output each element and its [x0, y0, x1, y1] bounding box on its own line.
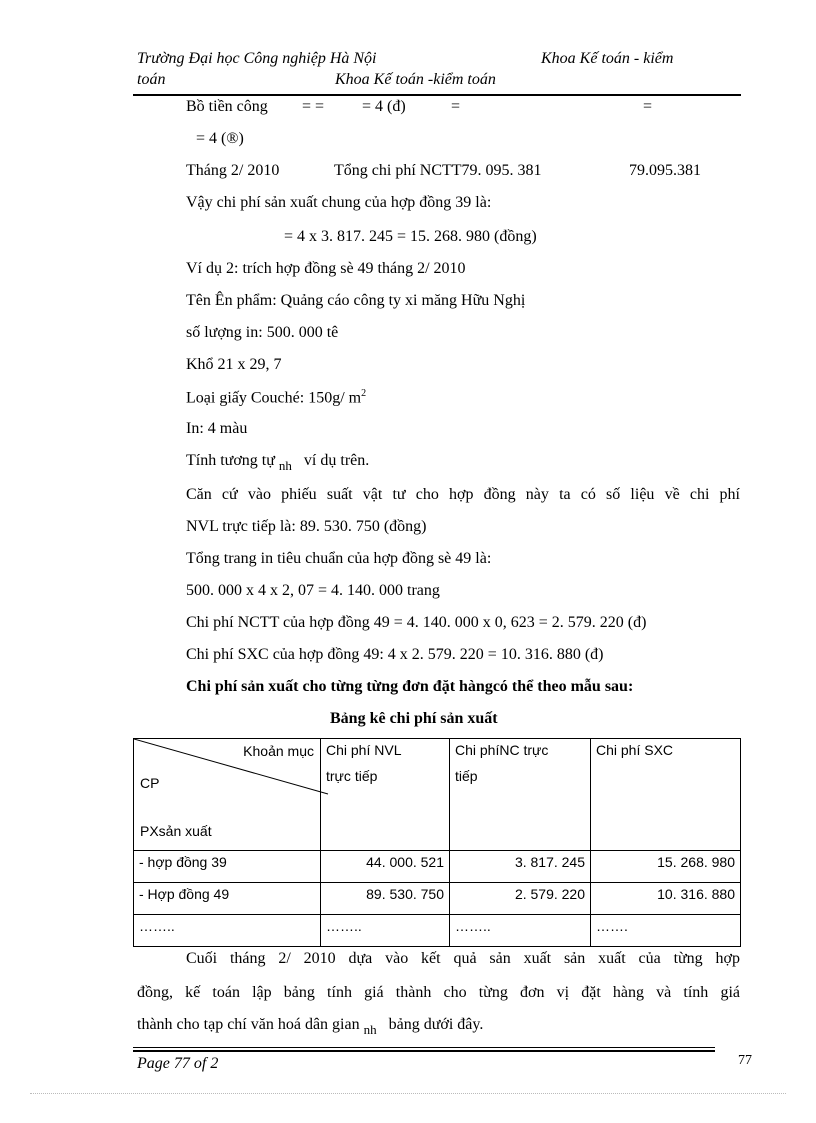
line-tong-trang: Tổng trang in tiêu chuẩn của hợp đồng sè 49 là: [186, 550, 492, 567]
row-nc: 2. 579. 220 [450, 883, 591, 915]
header-school: Trường Đại học Công nghiệp Hà Nội [137, 50, 377, 67]
footer-rule-bottom [133, 1050, 715, 1052]
header-sxc-label: Chi phí SXC [596, 742, 674, 758]
header-faculty: Khoa Kế toán - kiểm [541, 50, 674, 67]
header-chi-phi-nvl [321, 739, 450, 851]
closing-line-3-nh: nh [363, 1022, 377, 1037]
line-tinh-tail: ví dụ trên. [303, 452, 370, 469]
header-chi-phi-sxc [591, 739, 741, 851]
footer-page-number: 77 [738, 1053, 752, 1068]
row-nc: 3. 817. 245 [450, 851, 591, 883]
table-corner-cell [134, 739, 321, 851]
line-so-luong: số lượng in: 500. 000 tê [186, 324, 339, 341]
line-bo-tien-cong: Bồ tiền công [186, 98, 268, 115]
closing-line-3-text: thành cho tạp chí văn hoá dân gian [137, 1016, 360, 1033]
closing-line-1: Cuối tháng 2/ 2010 dựa vào kết quả sản xuất sản xuất của từng hợp [186, 950, 740, 967]
line-tinh-tuong-tu [186, 452, 370, 473]
corner-khoan-muc: Khoản mục [243, 743, 314, 759]
header-nvl-line2: trực tiếp [326, 768, 378, 784]
line-formula-39: = 4 x 3. 817. 245 = 15. 268. 980 (đồng) [284, 228, 537, 245]
row-sxc: 15. 268. 980 [591, 851, 741, 883]
table-row [134, 883, 741, 915]
cost-table [133, 738, 741, 947]
line-tong-chi-phi: Tổng chi phí NCTT79. 095. 381 [334, 162, 542, 179]
line-vay-chi-phi: Vậy chi phí sản xuất chung của hợp đồng 39 là: [186, 194, 492, 211]
line-tong-value: 79.095.381 [629, 162, 701, 179]
closing-line-3 [137, 1016, 484, 1037]
line-trang-formula: 500. 000 x 4 x 2, 07 = 4. 140. 000 trang [186, 582, 440, 599]
line-vi-du-2: Ví dụ 2: trích hợp đồng sè 49 tháng 2/ 2010 [186, 260, 466, 277]
line-tinh-nh: nh [278, 458, 292, 473]
row-nvl: 89. 530. 750 [321, 883, 450, 915]
line-loai-giay-sup: 2 [361, 388, 367, 399]
row-sxc: 10. 316. 880 [591, 883, 741, 915]
row-label: - hợp đồng 39 [134, 851, 321, 883]
line-nvl-truc-tiep: NVL trực tiếp là: 89. 530. 750 (đồng) [186, 518, 427, 535]
closing-line-2: đồng, kế toán lập bảng tính giá thành cho từng đơn vị đặt hàng và tính giá [137, 984, 740, 1001]
header-nc-line2: tiếp [455, 768, 478, 784]
line-loai-giay-text: Loại giấy Couché: 150g/ m [186, 389, 362, 407]
line-equals-1: = = [302, 98, 325, 115]
footer-rule-top [133, 1047, 715, 1048]
line-kho: Khổ 21 x 29, 7 [186, 356, 282, 373]
table-title: Bảng kê chi phí sản xuất [330, 710, 498, 727]
footer-page-label: Page 77 of 2 [137, 1055, 219, 1072]
row-nvl: 44. 000. 521 [321, 851, 450, 883]
header-nc-line1: Chi phíNC trực [455, 742, 549, 758]
line-chi-phi-heading: Chi phí sản xuất cho từng từng đơn đặt hàngcó thể theo mẫu sau: [186, 678, 634, 695]
row-label: …….. [134, 915, 321, 947]
row-sxc: ……. [591, 915, 741, 947]
line-nctt-49: Chi phí NCTT của hợp đồng 49 = 4. 140. 000 x 0, 623 = 2. 579. 220 (đ) [186, 614, 647, 631]
line-sxc-49: Chi phí SXC của hợp đồng 49: 4 x 2. 579. 220 = 10. 316. 880 (đ) [186, 646, 604, 663]
corner-px-san-xuat: PXsản xuất [140, 823, 212, 839]
header-nvl-line1: Chi phí NVL [326, 742, 402, 758]
line-ten-an-pham: Tên Ên phẩm: Quảng cáo công ty xi măng Hữu Nghị [186, 292, 526, 309]
page-bottom-dotted [30, 1093, 786, 1094]
line-equals-4-r: = 4 (®) [196, 130, 244, 147]
header-rule [133, 94, 741, 96]
line-loai-giay [186, 388, 366, 407]
closing-line-3-tail: bảng dưới đây. [388, 1016, 484, 1033]
header-faculty-repeat: Khoa Kế toán -kiểm toán [335, 71, 496, 88]
row-nvl: …….. [321, 915, 450, 947]
line-equals-3: = [643, 98, 653, 115]
line-tinh-text: Tính tương tự [186, 452, 275, 469]
corner-cp: CP [140, 775, 160, 791]
table-row [134, 915, 741, 947]
table-row [134, 851, 741, 883]
row-nc: …….. [450, 915, 591, 947]
line-thang: Tháng 2/ 2010 [186, 162, 280, 179]
line-can-cu: Căn cứ vào phiếu suất vật tư cho hợp đồng này ta có số liệu về chi phí [186, 486, 740, 503]
line-in-mau: In: 4 màu [186, 420, 248, 437]
row-label: - Hợp đồng 49 [134, 883, 321, 915]
header-chi-phi-nc [450, 739, 591, 851]
line-equals-4d: = 4 (đ) [362, 98, 406, 115]
line-equals-2: = [451, 98, 461, 115]
header-toan: toán [137, 71, 166, 88]
table-header-row [134, 739, 741, 851]
